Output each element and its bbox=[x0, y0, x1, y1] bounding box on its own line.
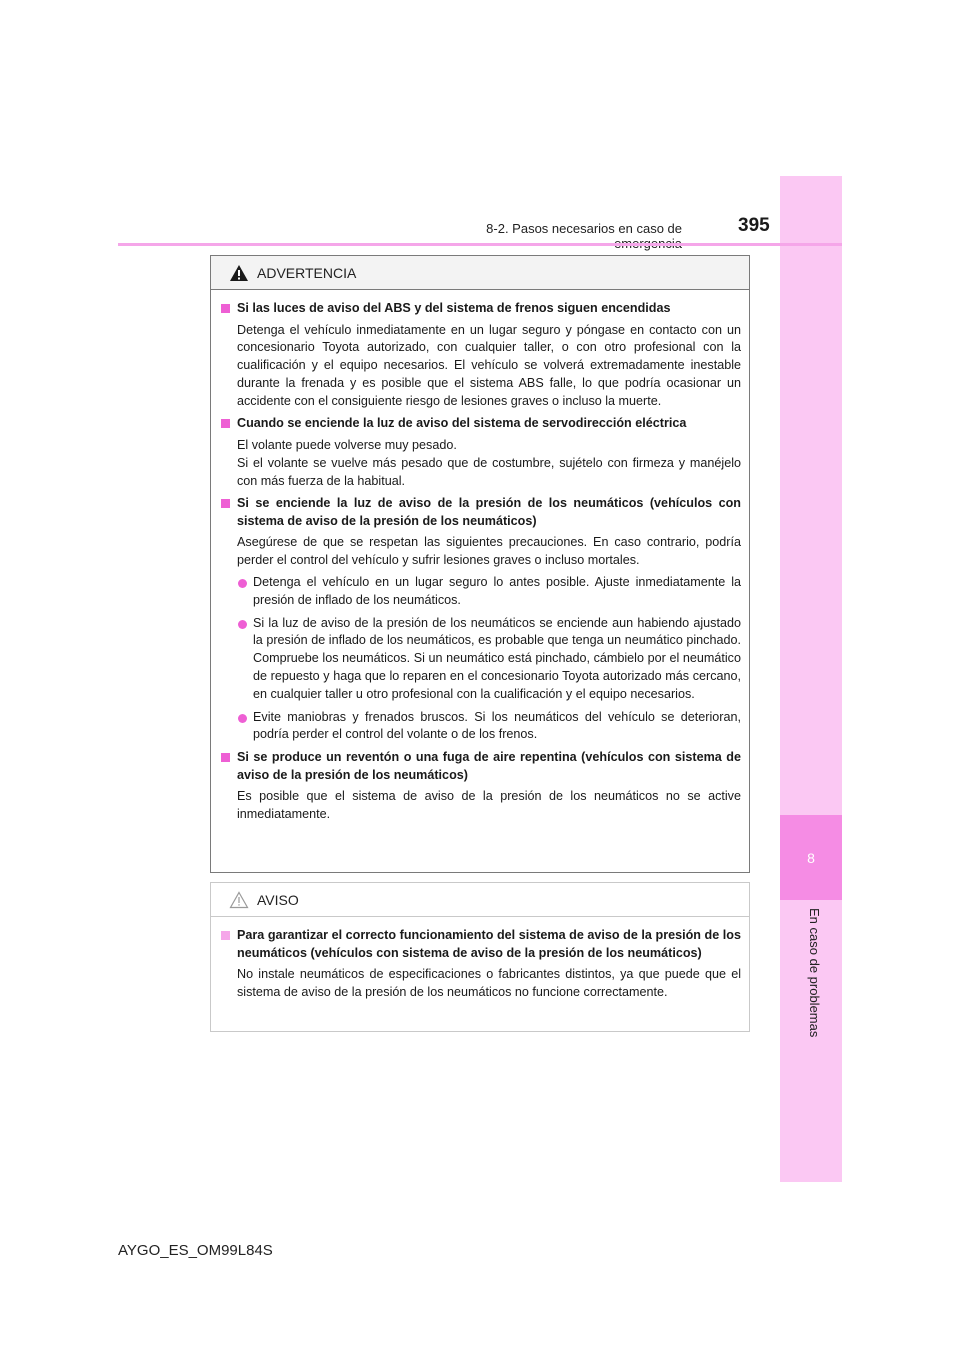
warning-item-text: Es posible que el sistema de aviso de la presión de los neumáticos no se active inmediatamente. bbox=[237, 789, 741, 821]
warning-item-text: Detenga el vehículo inmediatamente en un lugar seguro y póngase en contacto con un concesionario Toyota autorizado, con cualquier taller, o con otro profesional con la cualificación y el equipo necesarios. El vehículo se volverá extremadamente inestable durante la frenada y es posible que el sistema ABS falle, lo que podría ocasionar un accidente con el consiguiente riesgo de lesiones graves o incluso la muerte. bbox=[237, 322, 741, 408]
document-code: AYGO_ES_OM99L84S bbox=[118, 1242, 273, 1259]
warning-sub-bullet: Si la luz de aviso de la presión de los neumáticos se enciende aun habiendo ajustado la presión de inflado de los neumáticos, es probable que tenga un neumático pinchado. Compruebe los neumáticos. Si un neumático está pinchado, cámbielo por el neumático de repuesto y haga que lo reparen en el concesionario Toyota autorizado más cercano, en cualquier taller u otro profesional con la cualificación y el equipo necesarios. bbox=[221, 615, 741, 704]
warning-item bbox=[221, 749, 741, 824]
caution-triangle-outline-icon bbox=[229, 891, 249, 909]
round-bullet-icon bbox=[238, 579, 247, 588]
round-bullet-icon bbox=[238, 714, 247, 723]
warning-item-text: Asegúrese de que se respetan las siguientes precauciones. En caso contrario, podría perder el control del vehículo y sufrir lesiones graves o incluso mortales. bbox=[237, 535, 741, 568]
section-title: 8-2. Pasos necesarios en caso de bbox=[486, 221, 682, 236]
warning-sub-bullet: Detenga el vehículo en un lugar seguro lo antes posible. Ajuste inmediatamente la presión de inflado de los neumáticos. bbox=[221, 574, 741, 610]
notice-box-header bbox=[211, 883, 749, 917]
warning-item-text: El volante puede volverse muy pesado. bbox=[237, 437, 457, 452]
notice-item-text: No instale neumáticos de especificaciones o fabricantes distintos, ya que puede que el sistema de aviso de la presión de los neumáticos no funcione correctamente. bbox=[237, 967, 741, 999]
warning-box-header bbox=[211, 256, 749, 290]
warning-box bbox=[210, 255, 750, 873]
warning-item-text: Si el volante se vuelve más pesado que de costumbre, sujételo con firmeza y manéjelo con más fuerza de la habitual. bbox=[237, 455, 741, 488]
warning-box-title: ADVERTENCIA bbox=[257, 264, 357, 281]
chapter-label: En caso de problemas bbox=[807, 908, 822, 1038]
warning-item-title: Si las luces de aviso del ABS y del sistema de frenos siguen encendidas bbox=[221, 300, 741, 318]
chapter-number: 8 bbox=[780, 815, 842, 900]
square-bullet-icon bbox=[221, 419, 230, 428]
warning-item-title: Si se enciende la luz de aviso de la presión de los neumáticos (vehículos con sistema de aviso de la presión de los neumáticos) bbox=[221, 495, 741, 530]
round-bullet-icon bbox=[238, 620, 247, 629]
notice-item bbox=[221, 927, 741, 1002]
square-bullet-icon bbox=[221, 753, 230, 762]
notice-item-title: Para garantizar el correcto funcionamiento del sistema de aviso de la presión de los neumáticos (vehículos con sistema de aviso de la presión de los neumáticos) bbox=[221, 927, 741, 962]
square-bullet-icon bbox=[221, 499, 230, 508]
square-bullet-icon bbox=[221, 931, 230, 940]
warning-item-title: Si se produce un reventón o una fuga de aire repentina (vehículos con sistema de aviso de la presión de los neumáticos) bbox=[221, 749, 741, 784]
warning-sub-bullet: Evite maniobras y frenados bruscos. Si los neumáticos del vehículo se deterioran, podría perder el control del volante o de los frenos. bbox=[221, 709, 741, 745]
warning-item bbox=[221, 300, 741, 410]
header-rule bbox=[118, 243, 842, 246]
page-number: 395 bbox=[738, 215, 770, 236]
warning-item bbox=[221, 415, 741, 490]
notice-box-title: AVISO bbox=[257, 891, 299, 908]
warning-triangle-icon bbox=[229, 264, 249, 282]
warning-item-title: Cuando se enciende la luz de aviso del sistema de servodirección eléctrica bbox=[221, 415, 741, 433]
notice-box bbox=[210, 882, 750, 1032]
square-bullet-icon bbox=[221, 304, 230, 313]
warning-item bbox=[221, 495, 741, 744]
